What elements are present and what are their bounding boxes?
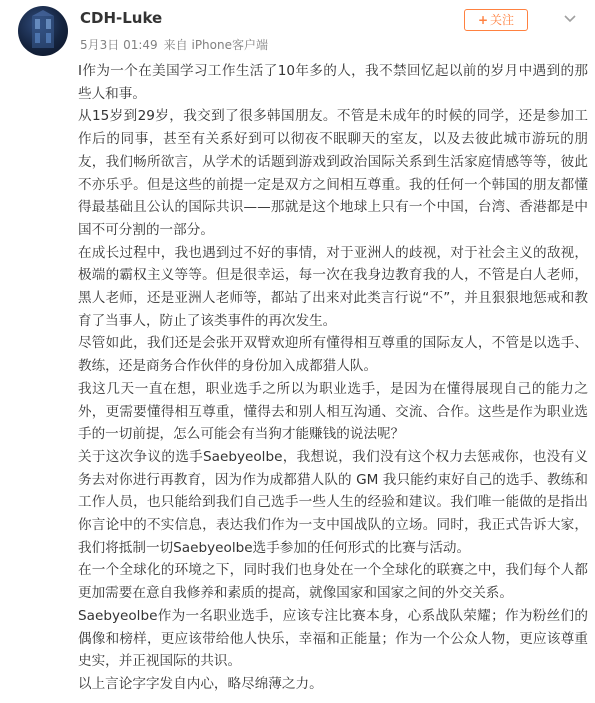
avatar-image — [18, 6, 68, 56]
chevron-down-icon[interactable] — [558, 6, 582, 30]
post-paragraph: Saebyeolbe作为一名职业选手，应该专注比赛本身，心系战队荣耀；作为粉丝们的偶像和榜样，更应该带给他人快乐，幸福和正能量；作为一个公众人物，更应该尊重史实，并正视国际的共识。 — [78, 607, 588, 670]
post-paragraph: 以上言论字字发自内心，略尽绵薄之力。 — [78, 675, 323, 692]
follow-label: 关注 — [490, 13, 515, 27]
post-paragraph: 从15岁到29岁，我交到了很多韩国朋友。不管是未成年的时候的同学，还是参加工作后的同事，甚至有关系好到可以彻夜不眠聊天的室友，以及去彼此城市游玩的朋友，我们畅所欲言，从学术的话题到游戏到政治国际关系到生活家庭情感等等，彼此不亦乐乎。但是这些的前提一定是双方之间相互尊重。我的任何一个韩国的朋友都懂得最基础且公认的国际共识——那就是这个地球上只有一个中国，台湾、香港都是中国不可分割的一部分。 — [78, 108, 588, 238]
post-paragraph: 关于这次争议的选手Saebyeolbe，我想说，我们没有这个权力去惩戒你，也没有义务去对你进行再教育，因为作为成都猎人队的 GM 我只能约束好自己的选手、教练和工作人员，也只能给到我们自己选手一些人生的经验和建议。我们唯一能做的是指出你言论中的不实信息，表达我们作为一支中国战队的立场。同时，我正式告诉大家，我们将抵制一切Saebyeolbe选手参加的任何形式的比赛与活动。 — [78, 448, 588, 556]
post-header — [0, 0, 595, 60]
post-paragraph: 在一个全球化的环境之下，同时我们也身处在一个全球化的联赛之中，我们每个人都更加需要在意自我修养和素质的提高，就像国家和国家之间的外交关系。 — [78, 562, 588, 602]
author-name[interactable]: CDH-Luke — [80, 9, 163, 27]
post-source: 来自 iPhone客户端 — [163, 38, 268, 52]
plus-icon: + — [477, 13, 489, 27]
post-date[interactable]: 5月3日 01:49 — [80, 38, 158, 52]
post-paragraph: 在成长过程中，我也遇到过不好的事情，对于亚洲人的歧视，对于社会主义的敌视，极端的霸权主义等等。但是很幸运，每一次在我身边教育我的人，不管是白人老师，黑人老师，还是亚洲人老师等，都站了出来对此类言行说“不”，并且狠狠地惩戒和教育了当事人，防止了该类事件的再次发生。 — [78, 244, 588, 329]
post-body — [78, 60, 588, 696]
avatar[interactable] — [18, 6, 68, 56]
post-meta — [80, 36, 274, 53]
follow-button[interactable] — [464, 9, 528, 31]
post-paragraph: I作为一个在美国学习工作生活了10年多的人，我不禁回忆起以前的岁月中遇到的那些人和事。 — [78, 63, 588, 102]
post-paragraph: 我这几天一直在想，职业选手之所以为职业选手，是因为在懂得展现自己的能力之外，更需要懂得相互尊重，懂得去和别人相互沟通、交流、合作。这些是作为职业选手的一切前提，怎么可能会有当狗才能赚钱的说法呢？ — [78, 380, 588, 443]
post-paragraph: 尽管如此，我们还是会张开双臂欢迎所有懂得相互尊重的国际友人，不管是以选手、教练，还是商务合作伙伴的身份加入成都猎人队。 — [78, 335, 588, 375]
